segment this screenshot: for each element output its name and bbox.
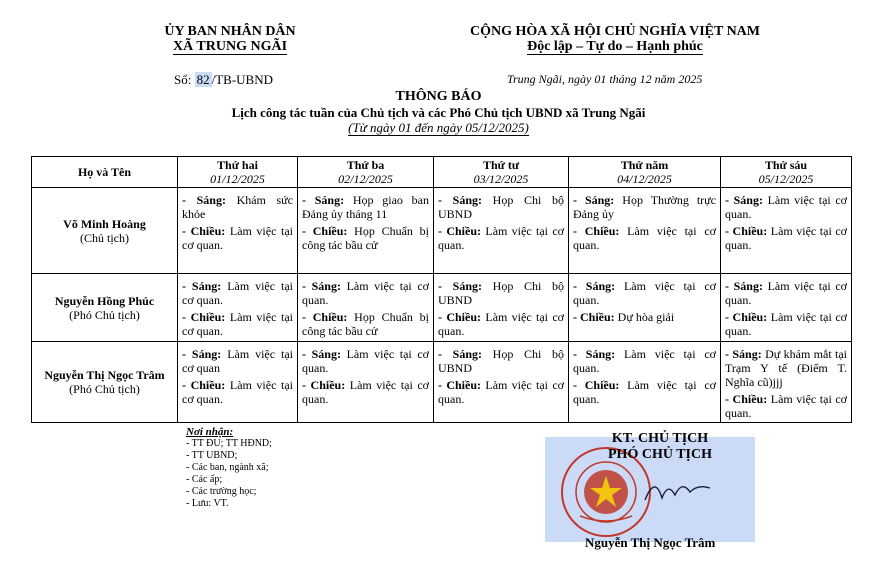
morning-label: - Sáng: (182, 193, 226, 207)
doc-no-prefix: Số: (174, 72, 192, 87)
schedule-cell (569, 274, 721, 342)
day-name: Thứ sáu (764, 158, 808, 172)
afternoon-label: - Chiều: (438, 224, 482, 238)
morning-entry (302, 279, 429, 307)
country-line2: Độc lập – Tự do – Hạnh phúc (527, 39, 703, 54)
schedule-cell (721, 342, 852, 423)
title-main: THÔNG BÁO (395, 89, 482, 104)
afternoon-activity: Dự hòa giải (617, 310, 675, 324)
day-header (721, 157, 852, 188)
date-place: Trung Ngãi, ngày 01 tháng 12 năm 2025 (507, 72, 703, 86)
morning-label: - Sáng: (182, 347, 222, 361)
person-name: Nguyễn Hồng Phúc (54, 293, 155, 308)
signature-block (560, 431, 760, 463)
morning-activity: Họp giao ban Đảng ủy tháng 11 (302, 193, 429, 221)
morning-label: - Sáng: (573, 279, 616, 293)
person-cell (32, 342, 178, 423)
afternoon-label: - Chiều: (573, 224, 620, 238)
morning-entry (438, 279, 564, 307)
morning-entry (182, 347, 293, 375)
afternoon-entry (182, 310, 293, 338)
afternoon-entry (438, 224, 564, 252)
morning-activity: Làm việc tại cơ quan. (573, 279, 716, 307)
afternoon-entry (725, 310, 847, 338)
day-header (298, 157, 434, 188)
afternoon-activity: Làm việc tại cơ quan. (725, 224, 847, 252)
afternoon-entry (725, 224, 847, 252)
afternoon-activity: Làm việc tại cơ quan. (573, 224, 716, 252)
afternoon-entry (182, 224, 293, 252)
morning-activity: Họp Chi bộ UBND (438, 193, 564, 221)
day-date: 05/12/2025 (758, 172, 814, 186)
day-date: 01/12/2025 (210, 172, 265, 186)
recipient-item: - Các ban, ngành xã; (186, 462, 269, 473)
agency-header (120, 24, 340, 55)
doc-no-suffix: /TB-UBND (211, 72, 273, 87)
morning-label: - Sáng: (725, 279, 763, 293)
morning-activity: Làm việc tại cơ quan. (725, 193, 848, 221)
afternoon-entry (182, 378, 293, 406)
table-row (32, 274, 852, 342)
morning-entry (725, 347, 847, 389)
schedule-table (31, 156, 852, 423)
schedule-cell (569, 342, 721, 423)
person-cell (32, 188, 178, 274)
afternoon-label: - Chiều: (573, 378, 620, 392)
day-date: 03/12/2025 (473, 172, 529, 186)
afternoon-entry (725, 392, 847, 420)
signature-line2: PHÓ CHỦ TỊCH (608, 447, 712, 462)
person-role: (Phó Chủ tịch) (69, 382, 140, 396)
afternoon-label: - Chiều: (573, 310, 615, 324)
afternoon-label: - Chiều: (182, 224, 226, 238)
morning-label: - Sáng: (725, 347, 762, 361)
person-name: Nguyễn Thị Ngọc Trâm (44, 368, 165, 382)
doc-no-value[interactable]: 82 (196, 72, 210, 87)
day-name: Thứ hai (217, 158, 258, 172)
recipient-item: - Lưu: VT. (186, 498, 229, 509)
day-header (178, 157, 298, 188)
afternoon-entry (573, 224, 716, 252)
morning-label: - Sáng: (573, 347, 616, 361)
schedule-cell (721, 188, 852, 274)
day-name: Thứ tư (482, 158, 520, 172)
afternoon-label: - Chiều: (302, 310, 348, 324)
person-role: (Chủ tịch) (80, 230, 129, 245)
day-date: 04/12/2025 (617, 172, 672, 186)
title-block (180, 89, 697, 136)
afternoon-activity: Làm việc tại cơ quan. (438, 224, 565, 252)
day-header (434, 157, 569, 188)
agency-line2: XÃ TRUNG NGÃI (172, 39, 288, 54)
schedule-cell (298, 188, 434, 274)
morning-entry (182, 279, 293, 307)
morning-label: - Sáng: (302, 347, 341, 361)
afternoon-entry (438, 378, 564, 406)
afternoon-activity: Làm việc tại cơ quan. (182, 310, 294, 338)
morning-activity: Khám sức khỏe (182, 193, 293, 221)
afternoon-entry (302, 224, 429, 252)
schedule-cell (178, 188, 298, 274)
schedule-cell (569, 188, 721, 274)
schedule-cell (721, 274, 852, 342)
schedule-cell (434, 274, 569, 342)
afternoon-label: - Chiều: (438, 378, 482, 392)
person-cell (32, 274, 178, 342)
schedule-cell (298, 274, 434, 342)
morning-activity: Làm việc tại cơ quan. (573, 347, 716, 375)
signer-name: Nguyễn Thị Ngọc Trâm (585, 535, 716, 550)
country-line1: CỘNG HÒA XÃ HỘI CHỦ NGHĨA VIỆT NAM (469, 24, 760, 39)
day-header (569, 157, 721, 188)
morning-label: - Sáng: (725, 193, 763, 207)
morning-activity: Làm việc tại cơ quan (182, 347, 293, 375)
morning-activity: Làm việc tại cơ quan. (302, 347, 430, 375)
afternoon-activity: Làm việc tại cơ quan. (573, 378, 716, 406)
morning-entry (573, 279, 716, 307)
morning-label: - Sáng: (302, 193, 345, 207)
morning-activity: Họp Chi bộ UBND (438, 279, 564, 307)
morning-entry (573, 347, 716, 375)
afternoon-activity: Làm việc tại cơ quan. (302, 378, 429, 406)
afternoon-activity: Làm việc tại cơ quan. (725, 392, 847, 420)
title-period-text: (Từ ngày 01 đến ngày 05/12/2025) (348, 120, 529, 135)
afternoon-entry (573, 378, 716, 406)
afternoon-activity: Làm việc tại cơ quan. (725, 310, 847, 338)
agency-line1: ỦY BAN NHÂN DÂN (164, 24, 296, 39)
recipient-item: - TT UBND; (186, 450, 238, 461)
schedule-cell (178, 274, 298, 342)
recipients-block (186, 426, 272, 510)
morning-entry (725, 279, 847, 307)
person-role: (Phó Chủ tịch) (69, 307, 140, 322)
table-row (32, 188, 852, 274)
day-name: Thứ ba (346, 158, 385, 172)
schedule-body (32, 188, 852, 423)
morning-entry (573, 193, 716, 221)
title-subject: Lịch công tác tuần của Chủ tịch và các Phó Chủ tịch UBND xã Trung Ngãi (231, 105, 646, 120)
schedule-cell (434, 188, 569, 274)
day-date: 02/12/2025 (338, 172, 393, 186)
afternoon-label: - Chiều: (725, 310, 768, 324)
morning-entry (182, 193, 293, 221)
morning-activity: Làm việc tại cơ quan. (725, 279, 848, 307)
name-header: Họ và Tên (32, 157, 178, 188)
country-header (440, 24, 790, 55)
schedule-cell (298, 342, 434, 423)
morning-label: - Sáng: (438, 279, 482, 293)
afternoon-entry (438, 310, 564, 338)
table-header-row (32, 157, 852, 188)
morning-entry (302, 347, 429, 375)
morning-entry (438, 193, 564, 221)
table-row (32, 342, 852, 423)
morning-activity: Làm việc tại cơ quan. (182, 279, 293, 307)
morning-label: - Sáng: (302, 279, 341, 293)
afternoon-label: - Chiều: (182, 378, 226, 392)
afternoon-label: - Chiều: (302, 378, 346, 392)
afternoon-entry (302, 378, 429, 406)
recipients-heading: Nơi nhận: (186, 426, 234, 438)
person-name: Võ Minh Hoàng (63, 216, 146, 231)
afternoon-label: - Chiều: (302, 224, 348, 238)
afternoon-activity: Làm việc tại cơ quan. (438, 378, 565, 406)
afternoon-label: - Chiều: (438, 310, 482, 324)
afternoon-entry (573, 310, 716, 324)
schedule-cell (178, 342, 298, 423)
morning-activity: Dự khám mắt tại Trạm Y tế (Điểm T. Nghĩa cũ)jjj (725, 347, 848, 389)
morning-activity: Làm việc tại cơ quan. (302, 279, 430, 307)
day-name: Thứ năm (620, 158, 669, 172)
afternoon-entry (302, 310, 429, 338)
recipient-item: - TT ĐU; TT HĐND; (186, 438, 272, 449)
afternoon-label: - Chiều: (725, 224, 768, 238)
title-period (180, 120, 697, 136)
morning-label: - Sáng: (573, 193, 615, 207)
morning-entry (725, 193, 847, 221)
afternoon-activity: Họp Chuẩn bị công tác bầu cử (302, 224, 429, 252)
morning-entry (302, 193, 429, 221)
afternoon-label: - Chiều: (182, 310, 226, 324)
morning-activity: Họp Chi bộ UBND (438, 347, 564, 375)
recipient-item: - Các ấp; (186, 474, 223, 485)
afternoon-activity: Làm việc tại cơ quan. (182, 224, 294, 252)
morning-entry (438, 347, 564, 375)
afternoon-activity: Họp Chuẩn bị công tác bầu cử (302, 310, 429, 338)
afternoon-label: - Chiều: (725, 392, 768, 406)
schedule-cell (434, 342, 569, 423)
recipient-item: - Các trường học; (186, 486, 257, 497)
morning-activity: Họp Thường trực Đảng ủy (573, 193, 716, 221)
morning-label: - Sáng: (182, 279, 222, 293)
document-number (174, 72, 273, 88)
afternoon-activity: Làm việc tại cơ quan. (182, 378, 294, 406)
signature-line1: KT. CHỦ TỊCH (611, 431, 709, 446)
handwritten-signature (640, 470, 720, 510)
morning-label: - Sáng: (438, 347, 482, 361)
morning-label: - Sáng: (438, 193, 482, 207)
afternoon-activity: Làm việc tại cơ quan. (438, 310, 565, 338)
